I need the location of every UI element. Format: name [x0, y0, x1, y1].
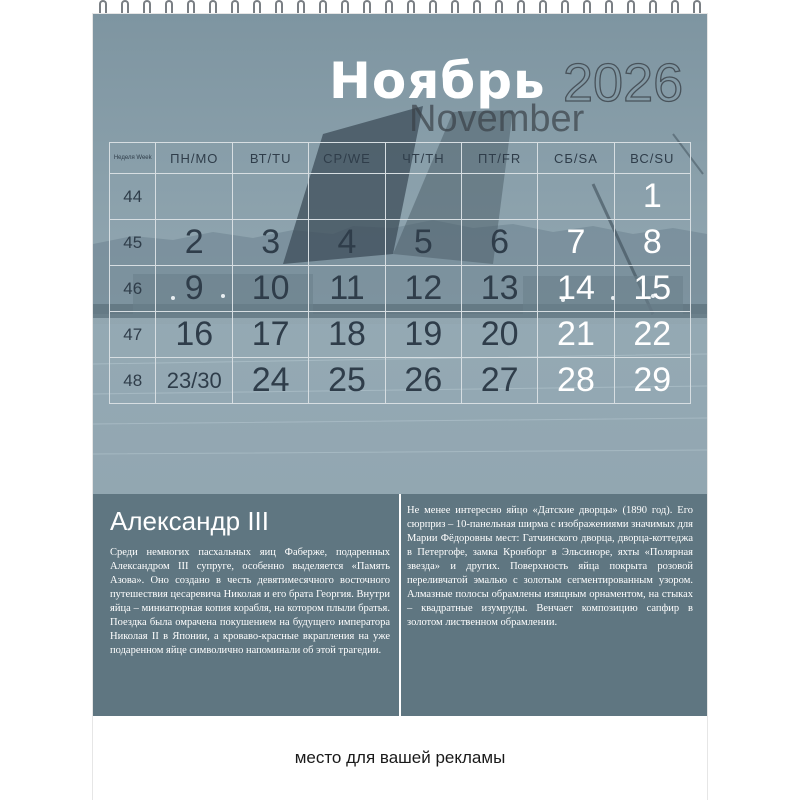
day-cell — [233, 358, 309, 404]
week-number: 47 — [110, 312, 156, 358]
day-cell — [385, 174, 461, 220]
day-cell — [461, 220, 537, 266]
month-title-en: November — [409, 98, 585, 140]
weekday-header: ВС/SU — [614, 143, 690, 174]
day-cell — [156, 312, 233, 358]
day-cell — [309, 312, 385, 358]
day-number: 28 — [557, 361, 595, 399]
advertising-placeholder-text: место для вашей рекламы — [294, 748, 506, 767]
day-cell — [614, 266, 690, 312]
day-cell — [614, 220, 690, 266]
week-row — [110, 266, 691, 312]
day-number: 4 — [337, 223, 357, 261]
day-number: 18 — [328, 315, 366, 353]
column-divider — [399, 494, 401, 716]
day-cell — [309, 220, 385, 266]
weekday-header-row — [110, 143, 691, 174]
article-right-text: Не менее интересно яйцо «Датские дворцы» (1890 год). Его сюрприз – 10-панельная ширма с изображениями значимых для Марии Фёдоровны мест: Гатчинского дворца, дворца-коттеджа в Петергофе, замка Кронборг в Эльсиноре, яхты «Полярная звезда» и других. Поверхность яйца покрыта розовой переливчатой эмалью с золотым сегментированным узором. Алмазные полосы обрамлены изящным орнаментом, на стыках – квадратные изумруды. Венчает композицию сапфир в золотом лиственном обрамлении. — [407, 505, 693, 628]
month-title-ru: Ноябрь — [329, 52, 546, 110]
day-cell — [385, 312, 461, 358]
week-number: 48 — [110, 358, 156, 404]
day-number: 24 — [251, 361, 290, 399]
day-number: 6 — [490, 223, 510, 261]
article-left-text: Среди немногих пасхальных яиц Фаберже, подаренных Александром III супруге, особенно выделяется «Память Азова». Оно создано в честь девятимесячного восточного путешествия цесаревича Николая и его брата Георгия. Внутри яйца – миниатюрная копия корабля, на котором плыли братья. Поездка была омрачена покушением на будущего императора Николая II в Японии, а кроваво-красные вкрапления на уже подаренном яйце символично напоминали об этой трагедии. — [110, 547, 390, 656]
day-cell — [538, 220, 614, 266]
year-label: 2026 — [563, 53, 684, 113]
day-number: 20 — [480, 315, 519, 353]
weekday-header: СР/WE — [309, 143, 385, 174]
day-cell — [233, 174, 309, 220]
calendar-page — [93, 14, 707, 800]
day-cell — [385, 358, 461, 404]
week-row — [110, 174, 691, 220]
day-number: 17 — [251, 315, 290, 353]
weekday-header: СБ/SA — [538, 143, 614, 174]
calendar-grid — [109, 142, 691, 404]
article-heading: Александр III — [110, 506, 269, 536]
day-cell — [156, 174, 233, 220]
day-cell — [538, 174, 614, 220]
weekday-header: ПН/MO — [156, 143, 233, 174]
day-cell — [385, 266, 461, 312]
day-cell — [156, 220, 233, 266]
day-cell — [538, 266, 614, 312]
day-cell — [461, 266, 537, 312]
day-number: 27 — [480, 361, 519, 399]
day-number: 7 — [566, 223, 586, 261]
week-number: 45 — [110, 220, 156, 266]
weekday-header: ЧТ/TH — [385, 143, 461, 174]
day-number: 23/30 — [166, 367, 222, 393]
day-number: 9 — [184, 269, 204, 307]
advertising-area — [93, 716, 707, 800]
article-band — [93, 494, 707, 716]
day-cell — [309, 266, 385, 312]
weekday-header: ВТ/TU — [233, 143, 309, 174]
day-number: 5 — [413, 223, 433, 261]
week-row — [110, 358, 691, 404]
day-cell — [233, 266, 309, 312]
week-number: 46 — [110, 266, 156, 312]
day-number: 22 — [633, 315, 672, 353]
day-number: 15 — [633, 269, 672, 307]
day-cell — [614, 312, 690, 358]
day-number: 29 — [633, 361, 672, 399]
day-cell — [614, 358, 690, 404]
day-number: 10 — [251, 269, 290, 307]
day-number: 8 — [642, 223, 662, 261]
photo-background — [93, 14, 707, 494]
day-cell — [538, 358, 614, 404]
day-number: 2 — [184, 223, 204, 261]
day-number: 11 — [329, 269, 365, 307]
day-number: 21 — [557, 315, 595, 353]
day-cell — [461, 312, 537, 358]
day-number: 13 — [480, 269, 519, 307]
day-number: 1 — [642, 177, 662, 215]
day-cell — [156, 358, 233, 404]
day-number: 25 — [328, 361, 366, 399]
day-number: 19 — [404, 315, 443, 353]
week-row — [110, 220, 691, 266]
day-number: 26 — [404, 361, 443, 399]
day-number: 16 — [175, 315, 214, 353]
week-row — [110, 312, 691, 358]
day-cell — [309, 174, 385, 220]
day-number: 12 — [404, 269, 443, 307]
day-number: 14 — [557, 269, 595, 307]
day-cell — [233, 312, 309, 358]
week-number-header: Неделя Week — [110, 143, 156, 174]
day-cell — [538, 312, 614, 358]
weekday-header: ПТ/FR — [461, 143, 537, 174]
day-number: 3 — [261, 223, 281, 261]
day-cell — [461, 174, 537, 220]
day-cell — [614, 174, 690, 220]
article-left-column — [93, 494, 393, 716]
day-cell — [233, 220, 309, 266]
day-cell — [156, 266, 233, 312]
day-cell — [385, 220, 461, 266]
day-cell — [461, 358, 537, 404]
week-number: 44 — [110, 174, 156, 220]
day-cell — [309, 358, 385, 404]
